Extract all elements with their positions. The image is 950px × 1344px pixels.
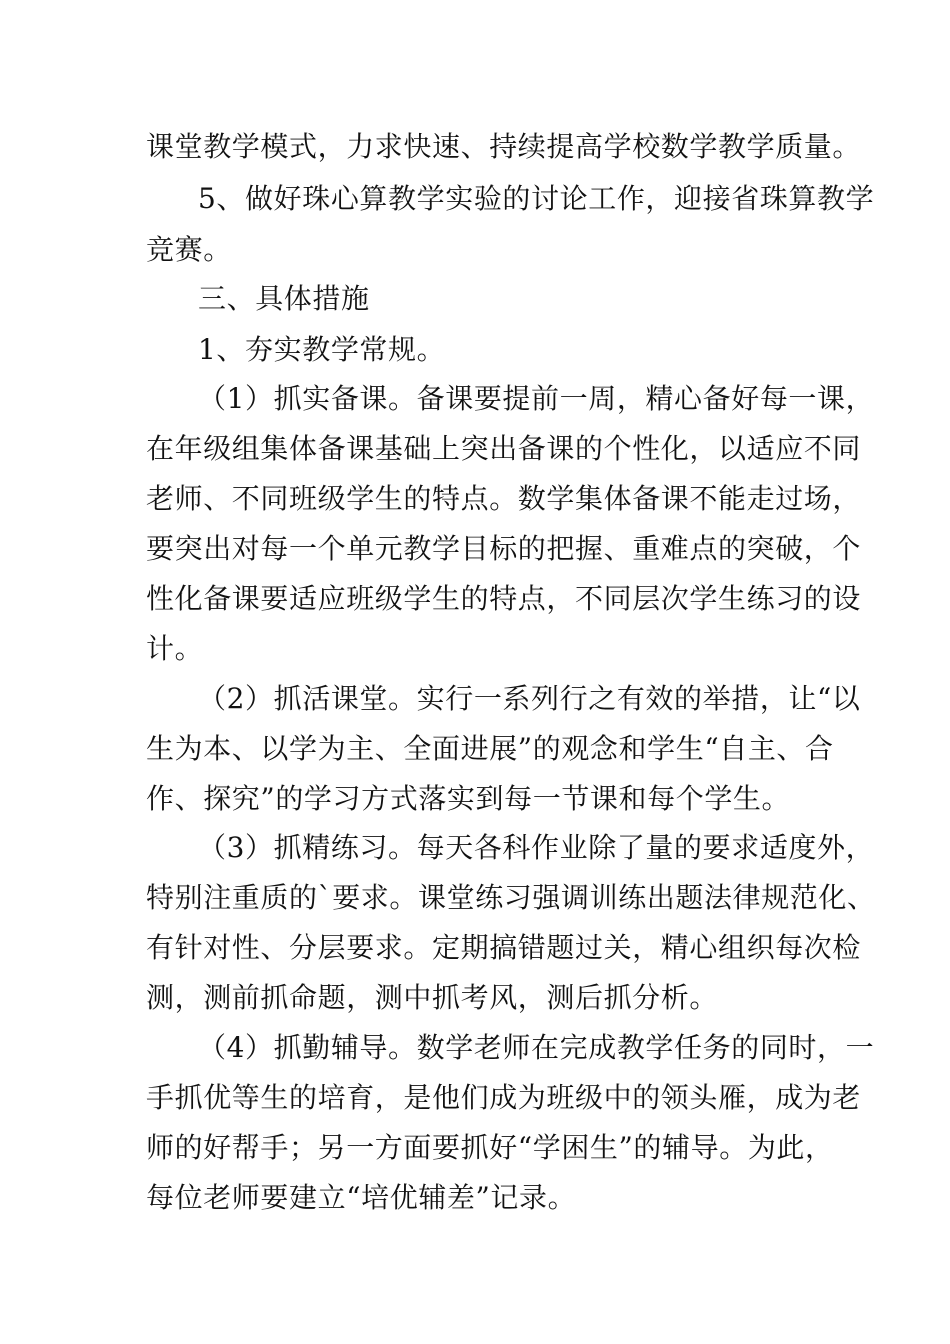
text-line: 有针对性、分层要求。定期搞错题过关，精心组织每次检 [146,931,862,964]
text-line: 性化备课要适应班级学生的特点，不同层次学生练习的设 [146,582,862,615]
section-heading: 三、具体措施 [198,282,370,315]
text-line: 手抓优等生的培育，是他们成为班级中的领头雁，成为老 [146,1081,862,1114]
text-line: 生为本、以学为主、全面进展”的观念和学生“自主、合 [146,732,834,765]
text-line: 要突出对每一个单元教学目标的把握、重难点的突破，个 [146,532,862,565]
text-line: （1）抓实备课。备课要提前一周，精心备好每一课， [198,382,875,415]
text-line: （2）抓活课堂。实行一系列行之有效的举措，让“以 [198,682,861,715]
text-line: 老师、不同班级学生的特点。数学集体备课不能走过场， [146,482,862,515]
text-line: 在年级组集体备课基础上突出备课的个性化，以适应不同 [146,432,862,465]
text-line: 5、做好珠心算教学实验的讨论工作，迎接省珠算教学 [198,182,875,215]
subsection-heading: 1、夯实教学常规。 [198,333,446,366]
text-line: （4）抓勤辅导。数学老师在完成教学任务的同时，一 [198,1031,875,1064]
text-line: 测，测前抓命题，测中抓考风，测后抓分析。 [146,981,719,1014]
text-line: 计。 [146,632,204,665]
text-line: 作、探究”的学习方式落实到每一节课和每个学生。 [146,782,791,815]
text-line: 竞赛。 [146,233,232,266]
text-line: 每位老师要建立“培优辅差”记录。 [146,1181,577,1214]
text-line: 师的好帮手；另一方面要抓好“学困生”的辅导。为此， [146,1131,834,1164]
text-line: 特别注重质的`要求。课堂练习强调训练出题法律规范化、 [146,881,876,914]
text-line: （3）抓精练习。每天各科作业除了量的要求适度外， [198,831,875,864]
text-line: 课堂教学模式，力求快速、持续提高学校数学教学质量。 [146,130,862,163]
